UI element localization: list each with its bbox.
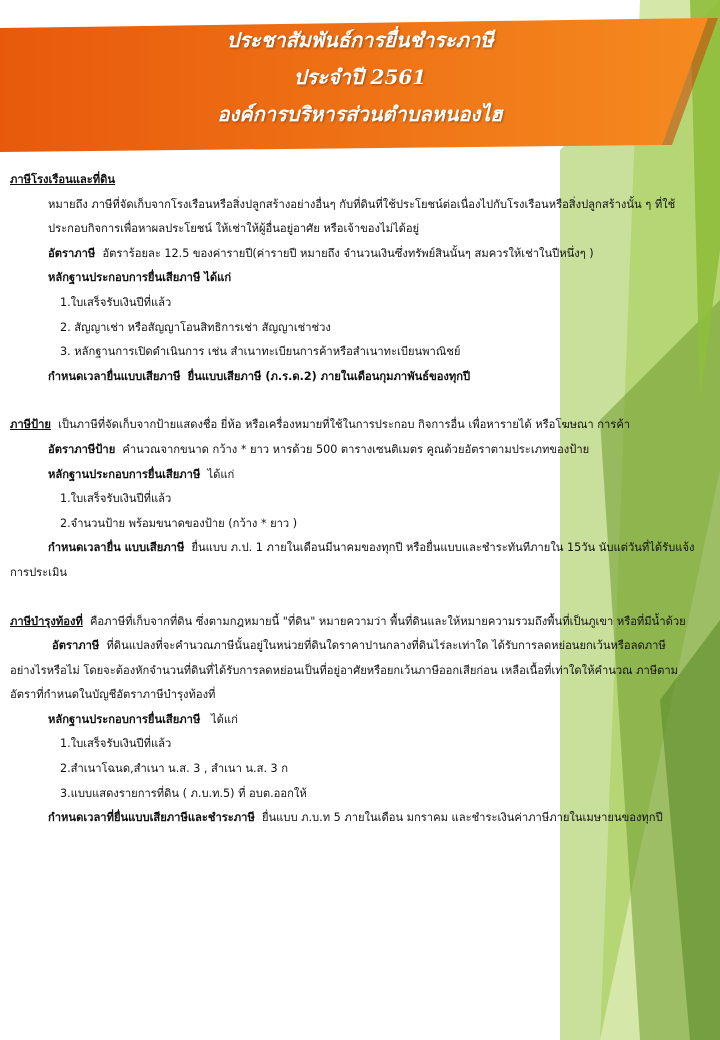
sign-tax-doc-1: 1.ใบเสร็จรับเงินปีที่แล้ว [60, 492, 172, 506]
sign-tax-docs-suffix: ได้แก่ [207, 467, 235, 481]
local-tax-docs-suffix: ได้แก่ [211, 712, 238, 726]
sign-tax-deadline-text: ยื่นแบบ ภ.ป. 1 ภายในเดือนมีนาคมของทุกปี หรือยื่นแบบและชำระทันทีภายใน 15วัน นับแต่วันที่ได้รับแจ้งการประเมิน [10, 541, 695, 579]
house-tax-doc-3: 3. หลักฐานการเปิดดำเนินการ เช่น สำเนาทะเบียนการค้าหรือสำเนาทะเบียนพาณิชย์ [60, 345, 461, 359]
local-tax-rate-text: ที่ดินแปลงที่จะคำนวณภาษีนั้นอยู่ในหน่วยที่ดินใดราคาปานกลางที่ดินไร่ละเท่าใด ได้รับการลดหย่อนยกเว้นหรือลดภาษีอย่างไรหรือไม่ โดยจะต้องหักจำนวนที่ดินที่ได้รับการลดหย่อนเป็นที่อยู่อาศัยหรือยกเว้นภาษีออกเสียก่อน เหลือเนื้อที่เท่าใดให้คำนวณ ภาษีตามอัตราที่กำหนดในบัญชีอัตราภาษีบำรุงท้องที่ [10, 639, 679, 702]
sign-tax-rate-text: คำนวณจากขนาด กว้าง * ยาว หารด้วย 500 ตารางเซนติเมตร คูณด้วยอัตราตามประเภทของป้าย [122, 442, 590, 456]
house-tax-rate-text: อัตราร้อยละ 12.5 ของค่ารายปี(ค่ารายปี หมายถึง จำนวนเงินซึ่งทรัพย์สินนั้นๆ สมควรให้เช่าในปีหนึ่งๆ ) [102, 246, 594, 260]
sign-tax-deadline-label: กำหนดเวลายื่น แบบเสียภาษี [48, 541, 185, 555]
house-tax-doc-1: 1.ใบเสร็จรับเงินปีที่แล้ว [60, 295, 172, 309]
banner-line-1: ประชาสัมพันธ์การยื่นชำระภาษี [226, 28, 494, 52]
sign-tax-docs-label: หลักฐานประกอบการยื่นเสียภาษี [48, 467, 201, 481]
house-tax-rate-label: อัตราภาษี [48, 246, 96, 260]
local-tax-doc-2: 2.สำเนาโฉนด,สำเนา น.ส. 3 , สำเนา น.ส. 3 ก [60, 762, 288, 776]
local-tax-doc-1: 1.ใบเสร็จรับเงินปีที่แล้ว [60, 737, 172, 751]
local-tax-deadline-text: ยื่นแบบ ภ.บ.ท 5 ภายในเดือน มกราคม และชำระเงินค่าภาษีภายในเมษายนของทุกปี [261, 811, 663, 825]
house-tax-deadline-label: กำหนดเวลายื่นแบบเสียภาษี [48, 369, 181, 383]
banner-line-3: องค์การบริหารส่วนตำบลหนองไฮ [217, 102, 503, 126]
sign-tax-desc: เป็นภาษีที่จัดเก็บจากป้ายแสดงชื่อ ยี่ห้อ หรือเครื่องหมายที่ใช้ในการประกอบ กิจการอื่น เพื่อหารายได้ หรือโฆษณา การค้า [58, 418, 631, 432]
local-tax-desc: คือภาษีที่เก็บจากที่ดิน ซึ่งตามกฎหมายนี้ "ที่ดิน" หมายความว่า พื้นที่ดินและให้หมายความรวมถึงพื้นที่เป็นภูเขา หรือที่มีน้ำด้วย [89, 614, 686, 628]
local-tax-title: ภาษีบำรุงท้องที่ [10, 614, 83, 628]
house-tax-doc-2: 2. สัญญาเช่า หรือสัญญาโอนสิทธิการเช่า สัญญาเช่าช่วง [60, 320, 331, 334]
document-body [10, 168, 700, 831]
local-tax-rate-label: อัตราภาษี [52, 639, 100, 653]
local-tax-docs-label: หลักฐานประกอบการยื่นเสียภาษี [48, 712, 201, 726]
banner-line-2: ประจำปี 2561 [293, 65, 427, 89]
sign-tax-title: ภาษีป้าย [10, 418, 51, 432]
house-tax-docs-label: หลักฐานประกอบการยื่นเสียภาษี ได้แก่ [48, 271, 232, 285]
sign-tax-rate-label: อัตราภาษีป้าย [48, 442, 116, 456]
house-tax-deadline-text: ยื่นแบบเสียภาษี (ภ.ร.ด.2) ภายในเดือนกุมภาพันธ์ของทุกปี [187, 369, 471, 383]
house-tax-desc: หมายถึง ภาษีที่จัดเก็บจากโรงเรือนหรือสิ่งปลูกสร้างอย่างอื่นๆ กับที่ดินที่ใช้ประโยชน์ต่อเนื่องไปกับโรงเรือนหรือสิ่งปลูกสร้างนั้น ๆ ที่ใช้ประกอบกิจการเพื่อหาผลประโยชน์ ให้เช่าให้ผู้อื่นอยู่อาศัย หรือเจ้าของไม่ได้อยู่ [48, 197, 676, 236]
local-tax-doc-3: 3.แบบแสดงรายการที่ดิน ( ภ.บ.ท.5) ที่ อบต.ออกให้ [60, 786, 307, 800]
sign-tax-doc-2: 2.จำนวนป้าย พร้อมขนาดของป้าย (กว้าง * ยาว ) [60, 516, 298, 530]
house-tax-title: ภาษีโรงเรือนและที่ดิน [10, 173, 116, 186]
local-tax-deadline-label: กำหนดเวลาที่ยื่นแบบเสียภาษีและชำระภาษี [48, 811, 255, 825]
banner-title [150, 22, 570, 133]
